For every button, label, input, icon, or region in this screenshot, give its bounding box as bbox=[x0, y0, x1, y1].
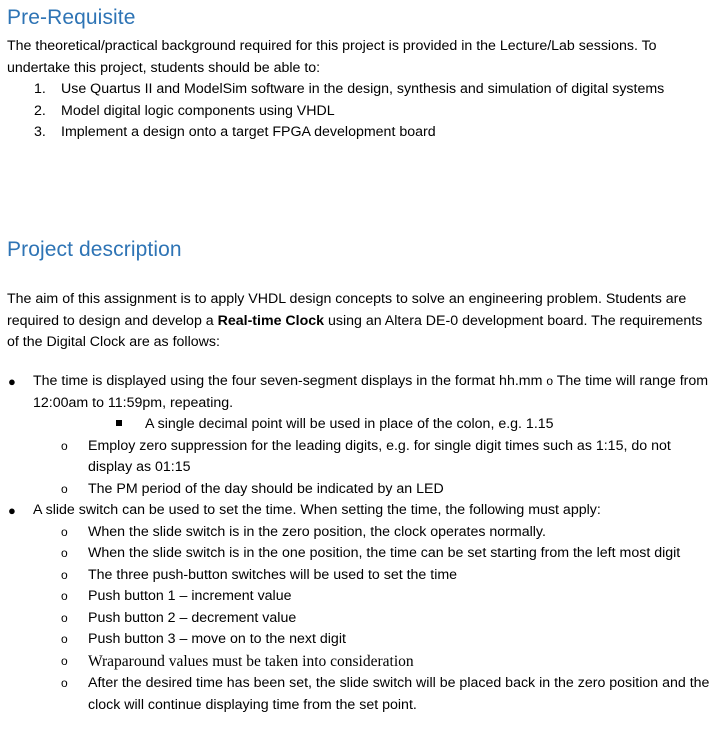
requirements-list bbox=[0, 371, 712, 716]
prerequisite-item-text: Use Quartus II and ModelSim software in the design, synthesis and simulation of digital systems bbox=[61, 81, 665, 97]
bullet-icon: ● bbox=[8, 503, 16, 518]
sub-item-text: Wraparound values must be taken into consideration bbox=[88, 652, 414, 670]
description-bold-term: Real-time Clock bbox=[217, 312, 325, 329]
circle-bullet-icon: o bbox=[61, 589, 68, 603]
requirement-item bbox=[0, 500, 712, 716]
sub-list bbox=[33, 436, 712, 501]
circle-bullet-icon: o bbox=[61, 610, 68, 625]
sub-list bbox=[33, 522, 712, 717]
sub-item bbox=[0, 586, 712, 608]
sub-item bbox=[0, 522, 712, 544]
sub-item bbox=[0, 673, 712, 716]
sub-item bbox=[0, 608, 712, 630]
sub-item bbox=[0, 565, 712, 587]
sub-item bbox=[0, 479, 712, 501]
sub-item bbox=[0, 629, 712, 651]
prerequisite-item-text: Implement a design onto a target FPGA development board bbox=[61, 124, 436, 140]
list-number: 2. bbox=[34, 102, 46, 119]
circle-bullet-icon: o bbox=[61, 676, 68, 690]
sub-item-text: After the desired time has been set, the slide switch will be placed back in the zero position and the clock will continue displaying time from the set point. bbox=[88, 675, 710, 713]
circle-bullet-icon: o bbox=[61, 481, 68, 496]
requirement-item bbox=[0, 371, 712, 500]
sub-item-text: The three push-button switches will be used to set the time bbox=[88, 566, 458, 583]
sub-item-text: Push button 3 – move on to the next digit bbox=[88, 631, 346, 647]
sub-sub-list bbox=[33, 414, 712, 436]
bullet-icon: ● bbox=[8, 374, 16, 389]
prerequisite-list bbox=[0, 79, 700, 144]
prerequisite-item bbox=[0, 122, 700, 144]
sub-item bbox=[0, 651, 712, 674]
prerequisite-item bbox=[0, 79, 700, 101]
sub-sub-item bbox=[0, 414, 712, 436]
circle-bullet-icon: o bbox=[61, 546, 68, 560]
sub-item-text: Push button 2 – decrement value bbox=[88, 609, 297, 626]
prerequisite-intro: The theoretical/practical background required for this project is provided in the Lecture/Lab sessions. To undertake this project, students should be able to: bbox=[7, 38, 657, 76]
circle-bullet-icon: o bbox=[61, 567, 68, 582]
sub-item bbox=[0, 436, 712, 479]
sub-item-text: When the slide switch is in the one position, the time can be set starting from the left most digit bbox=[88, 545, 681, 561]
description-text: The aim of this assignment is to apply VHDL design concepts to solve an engineering problem. Students are required to design and develop a bbox=[7, 291, 687, 329]
sub-sub-item-text: A single decimal point will be used in place of the colon, e.g. 1.15 bbox=[145, 416, 554, 432]
prerequisite-item bbox=[0, 101, 700, 123]
sub-item bbox=[0, 543, 712, 565]
square-bullet-icon bbox=[116, 420, 122, 426]
requirement-text-continued: The time will range from 12:00am to 11:59pm, repeating. bbox=[33, 373, 709, 411]
circle-bullet-icon: o bbox=[61, 632, 68, 646]
requirement-text: A slide switch can be used to set the time. When setting the time, the following must apply: bbox=[33, 502, 601, 518]
prerequisite-item-text: Model digital logic components using VHDL bbox=[61, 102, 335, 119]
circle-bullet-icon: o bbox=[546, 374, 554, 388]
sub-item-text: Employ zero suppression for the leading digits, e.g. for single digit times such as 1:15, do not display as 01:15 bbox=[88, 437, 671, 475]
circle-bullet-icon: o bbox=[61, 524, 68, 539]
description-text-end: using an Altera DE-0 development board. The requirements of the Digital Clock are as follows: bbox=[7, 312, 703, 350]
project-description-paragraph bbox=[7, 289, 707, 354]
circle-bullet-icon: o bbox=[61, 438, 68, 453]
list-number: 1. bbox=[34, 81, 46, 97]
sub-item-text: When the slide switch is in the zero position, the clock operates normally. bbox=[88, 523, 546, 540]
list-number: 3. bbox=[34, 124, 46, 140]
sub-item-text: The PM period of the day should be indicated by an LED bbox=[88, 480, 444, 497]
prerequisite-heading: Pre-Requisite bbox=[7, 6, 136, 29]
project-description-heading: Project description bbox=[7, 238, 182, 261]
circle-bullet-icon: o bbox=[61, 653, 68, 668]
sub-item-text: Push button 1 – increment value bbox=[88, 588, 292, 604]
requirement-text: The time is displayed using the four seven-segment displays in the format hh.mm bbox=[33, 373, 547, 389]
